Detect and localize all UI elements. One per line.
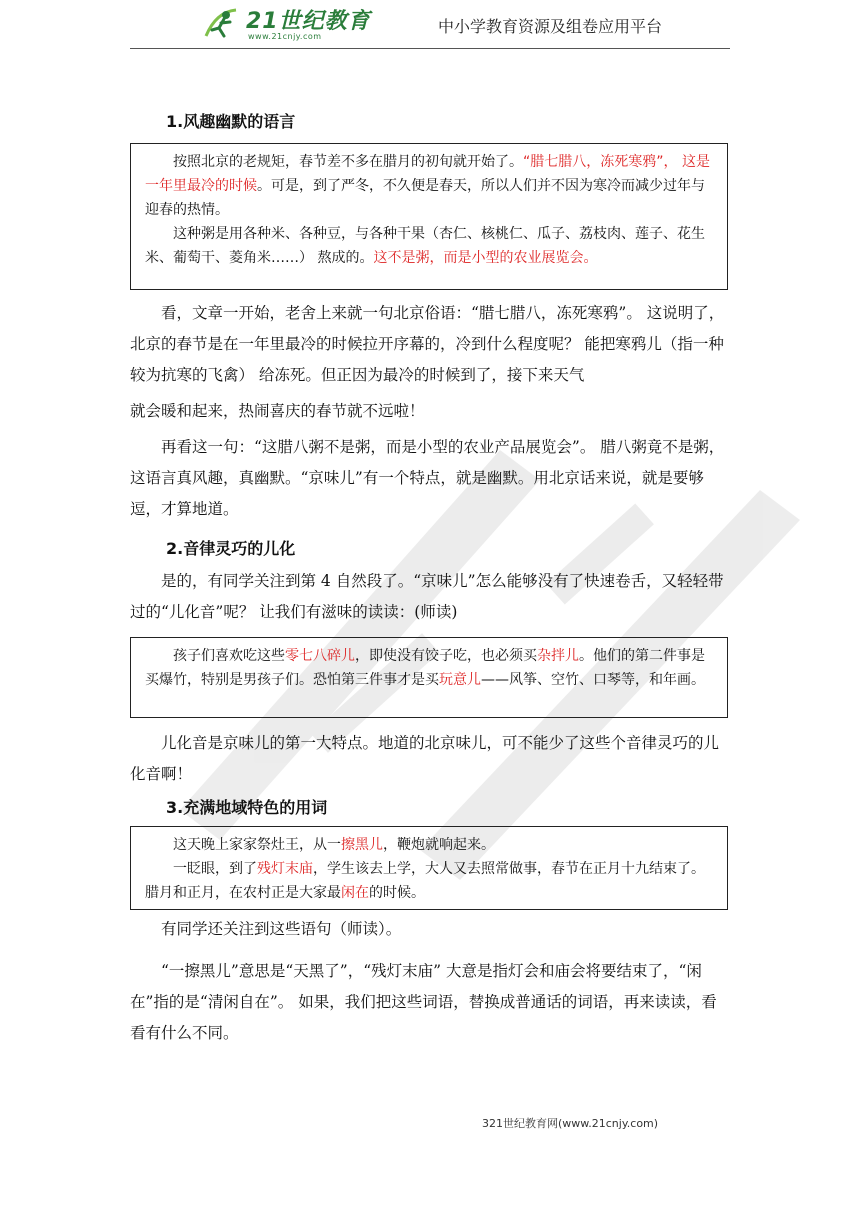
section-1-heading: 1.风趣幽默的语言 xyxy=(166,112,296,131)
logo-text: 21世纪教育 xyxy=(246,9,371,34)
highlight-text: 闲在 xyxy=(341,885,369,901)
body-paragraph: 有同学还关注到这些语句（师读）。 xyxy=(161,920,402,938)
quote-text: ——风筝、空竹、口琴等，和年画。 xyxy=(481,672,705,688)
quote-paragraph xyxy=(145,644,713,692)
highlight-text: 杂拌儿 xyxy=(537,648,579,664)
site-logo[interactable] xyxy=(202,2,392,46)
quote-text: ，鞭炮就响起来。 xyxy=(383,837,495,853)
highlight-text: 零七八碎儿 xyxy=(285,648,355,664)
highlight-text: 残灯末庙 xyxy=(257,861,313,877)
quote-text: 。可是，到了严冬，不久便是春天，所以人们并不因为寒冷而减少过年与迎春的热情。 xyxy=(145,178,705,218)
highlight-text: 这不是粥，而是小型的农业展览会。 xyxy=(373,250,598,266)
highlight-text: 玩意儿 xyxy=(439,672,481,688)
highlight-text: 擦黑儿 xyxy=(341,837,383,853)
body-paragraph: 儿化音是京味儿的第一大特点。地道的北京味儿，可不能少了这些个音律灵巧的儿化音啊！ xyxy=(130,734,720,783)
quote-paragraph xyxy=(145,222,713,270)
quote-text: 这天晚上家家祭灶王，从一 xyxy=(173,837,341,853)
page-header xyxy=(130,0,730,49)
logo-url: www.21cnjy.com xyxy=(248,32,322,41)
quote-text: 一眨眼，到了 xyxy=(173,861,257,877)
quote-text: 这种粥是用各种米、各种豆，与各种干果（杏仁、核桃仁、瓜子、荔枝肉、莲子、花生米、葡萄干、菱角米……） 熬成的。 xyxy=(145,226,705,266)
highlight-text: “腊七腊八，冻死寒鸦”， 这是一年里最冷的时候 xyxy=(145,154,710,194)
quote-box-1 xyxy=(130,143,728,290)
section-3-heading: 3.充满地域特色的用词 xyxy=(166,798,328,817)
quote-paragraph xyxy=(145,150,713,222)
body-paragraph: “一擦黑儿”意思是“天黑了”，“残灯末庙” 大意是指灯会和庙会将要结束了，“闲在”指的是“清闲自在”。 如果，我们把这些词语，替换成普通话的词语，再来读读，看看有什么不同。 xyxy=(130,962,717,1042)
body-paragraph: 就会暖和起来，热闹喜庆的春节就不远啦！ xyxy=(130,402,425,420)
section-2-heading: 2.音律灵巧的儿化 xyxy=(166,539,296,558)
page-footer: 321世纪教育网(www.21cnjy.com) xyxy=(482,1117,659,1130)
runner-icon xyxy=(202,6,240,42)
body-paragraph: 是的，有同学关注到第 4 自然段了。“京味儿”怎么能够没有了快速卷舌，又轻轻带过的“儿化音”呢？ 让我们有滋味的读读：(师读) xyxy=(130,572,724,621)
quote-text: 按照北京的老规矩，春节差不多在腊月的初旬就开始了。 xyxy=(173,154,523,170)
quote-text: ，学生该去上学，大人又去照常做事，春节在正月十九结束了。腊月和正月，在农村正是大家最 xyxy=(145,861,705,901)
platform-title: 中小学教育资源及组卷应用平台 xyxy=(438,17,663,36)
body-paragraph: 看，文章一开始，老舍上来就一句北京俗语：“腊七腊八，冻死寒鸦”。 这说明了，北京的春节是在一年里最冷的时候拉开序幕的，冷到什么程度呢？ 能把寒鸦儿（指一种较为抗寒的飞禽） 给冻死。但正因为最冷的时候到了，接下来天气 xyxy=(130,304,725,384)
quote-text: 。他们的第二件事是买爆竹，特别是男孩子们。恐怕第三件事才是买 xyxy=(145,648,705,688)
quote-text: 孩子们喜欢吃这些 xyxy=(173,648,285,664)
quote-text: 的时候。 xyxy=(369,885,425,901)
quote-text: ，即使没有饺子吃，也必须买 xyxy=(355,648,537,664)
body-paragraph: 再看这一句：“这腊八粥不是粥，而是小型的农业产品展览会”。 腊八粥竟不是粥，这语言真风趣，真幽默。“京味儿”有一个特点，就是幽默。用北京话来说，就是要够逗，才算地道。 xyxy=(130,438,725,518)
quote-box-3 xyxy=(130,826,728,910)
quote-box-2 xyxy=(130,637,728,718)
quote-paragraph xyxy=(145,833,713,857)
quote-paragraph xyxy=(145,857,713,905)
